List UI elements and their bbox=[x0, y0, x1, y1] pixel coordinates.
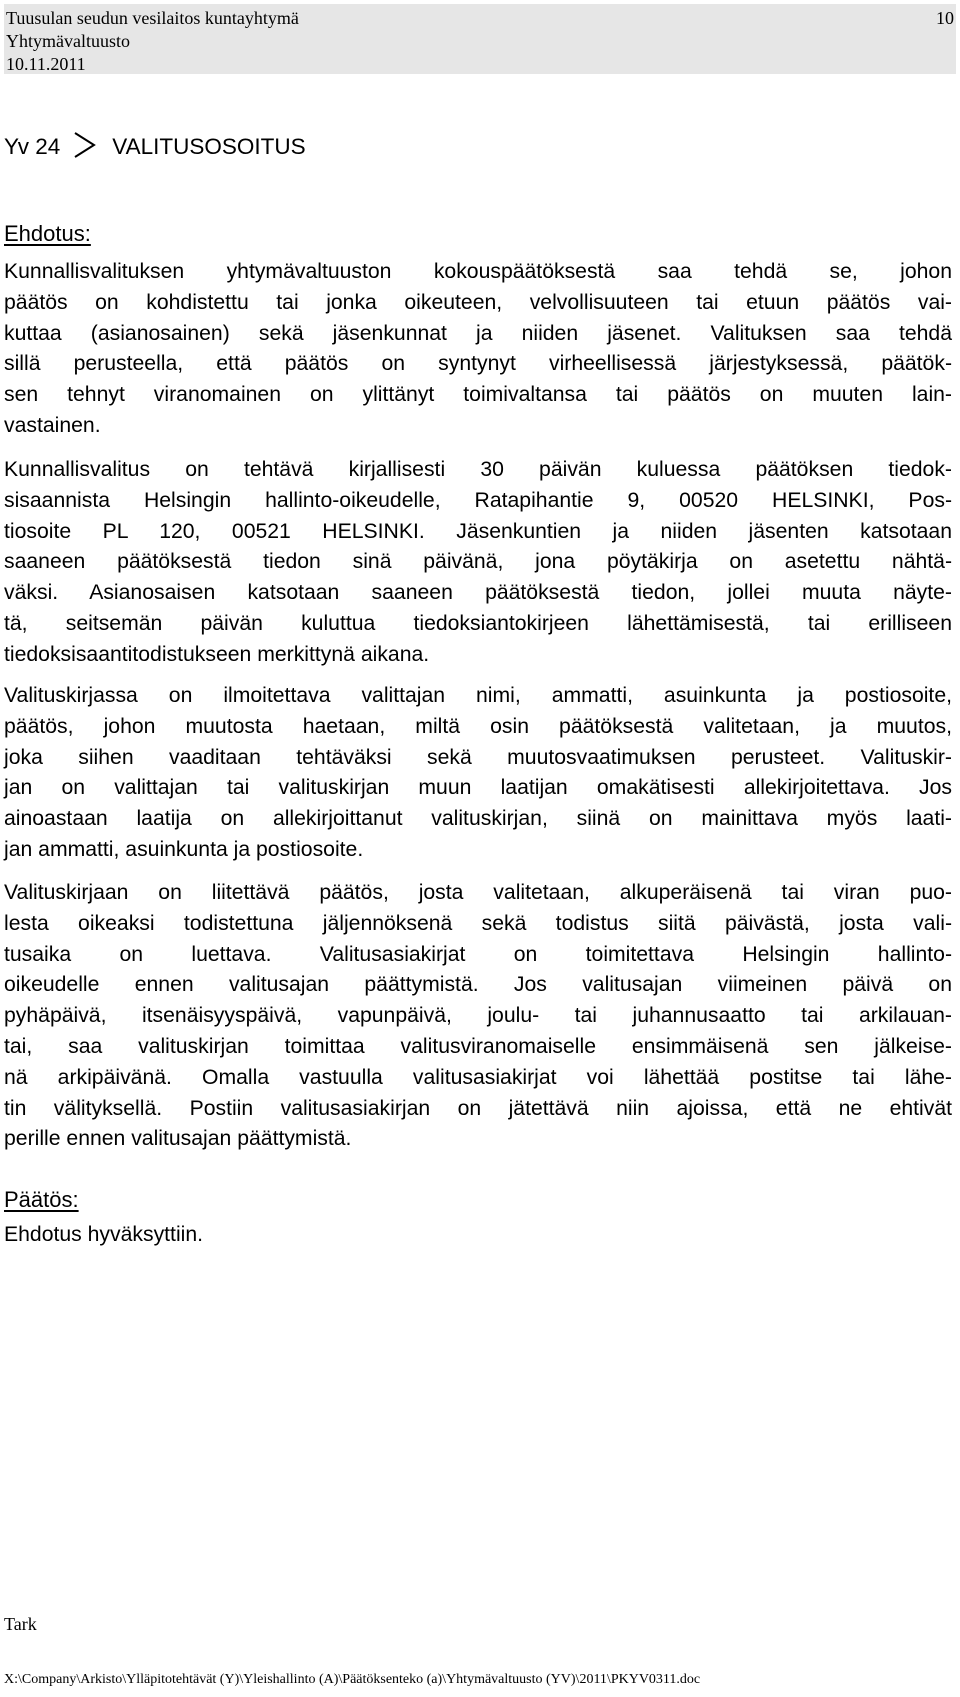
paragraph-line: Kunnallisvalituksen yhtymävaltuuston kokouspäätöksestä saa tehdä se, johon bbox=[4, 260, 952, 283]
paragraph-line: perille ennen valitusajan päättymistä. bbox=[4, 1127, 352, 1151]
paragraph-2 bbox=[4, 455, 952, 671]
paragraph-line: tiosoite PL 120, 00521 HELSINKI. Jäsenkuntien ja niiden jäsenten katsotaan bbox=[4, 519, 952, 543]
paragraph-line: oikeudelle ennen valitusajan päättymistä. Jos valitusajan viimeinen päivä on bbox=[4, 973, 952, 997]
paragraph-line: sisaannista Helsingin hallinto-oikeudelle, Ratapihantie 9, 00520 HELSINKI, Pos- bbox=[4, 488, 952, 512]
paragraph-line: sillä perusteella, että päätös on syntynyt virheellisessä järjestyksessä, päätök- bbox=[4, 352, 952, 376]
paragraph-line: nä arkipäivänä. Omalla vastuulla valitusasiakirjat voi lähettää postitse tai lähe- bbox=[4, 1065, 952, 1089]
meeting-date: 10.11.2011 bbox=[6, 54, 86, 74]
paragraph-line: tusaika on luettava. Valitusasiakirjat on toimitettava Helsingin hallinto- bbox=[4, 942, 952, 966]
paragraph-line: jan ammatti, asuinkunta ja postiosoite. bbox=[4, 837, 364, 861]
proposal-heading: Ehdotus: bbox=[4, 221, 91, 246]
paragraph-line: tiedoksisaantitodistukseen merkittynä aikana. bbox=[4, 642, 430, 666]
paragraph-line: jan on valittajan tai valituskirjan muun laatijan omakätisesti allekirjoitettava. Jos bbox=[4, 776, 952, 800]
decision-text bbox=[4, 1220, 952, 1251]
paragraph-line: tai, saa valituskirjan toimittaa valitusviranomaiselle ensimmäisenä sen jälkeise- bbox=[4, 1034, 952, 1058]
document-header bbox=[4, 4, 956, 74]
paragraph-line: Valituskirjassa on ilmoitettava valittajan nimi, ammatti, asuinkunta ja postiosoite, bbox=[4, 684, 952, 707]
paragraph-3 bbox=[4, 681, 952, 866]
paragraph-line: ainoastaan laatija on allekirjoittanut valituskirjan, siinä on mainittava myös laati- bbox=[4, 807, 952, 831]
paragraph-line: Valituskirjaan on liitettävä päätös, josta valitetaan, alkuperäisenä tai viran puo- bbox=[4, 881, 952, 904]
paragraph-line: Ehdotus hyväksyttiin. bbox=[4, 1223, 204, 1246]
paragraph-line: Kunnallisvalitus on tehtävä kirjallisesti 30 päivän kuluessa päätöksen tiedok- bbox=[4, 458, 952, 481]
paragraph-4 bbox=[4, 878, 952, 1155]
paragraph-line: tin välityksellä. Postiin valitusasiakirjan on jätettävä niin ajoissa, että ne ehtivät bbox=[4, 1096, 952, 1120]
body-name: Yhtymävaltuusto bbox=[6, 31, 130, 51]
file-path: X:\Company\Arkisto\Ylläpitotehtävät (Y)\Yleishallinto (A)\Päätöksenteko (a)\Yhtymävaltuusto (YV)\2011\PKYV0311.doc bbox=[4, 1672, 701, 1687]
paragraph-line: väksi. Asianosaisen katsotaan saaneen päätöksestä tiedon, jollei muuta näyte- bbox=[4, 581, 952, 605]
paragraph-line: vastainen. bbox=[4, 413, 101, 437]
paragraph-1 bbox=[4, 257, 952, 442]
decision-heading: Päätös: bbox=[4, 1187, 79, 1212]
paragraph-line: päätös on kohdistettu tai jonka oikeuteen, velvollisuuteen tai etuun päätös vai- bbox=[4, 290, 952, 314]
wave-arrow-icon bbox=[72, 130, 98, 166]
paragraph-line: päätös, johon muutosta haetaan, miltä osin päätöksestä valitetaan, ja muutos, bbox=[4, 714, 952, 738]
paragraph-line: kuttaa (asianosainen) sekä jäsenkunnat ja niiden jäsenet. Valituksen saa tehdä bbox=[4, 321, 952, 345]
paragraph-line: joka siihen vaaditaan tehtäväksi sekä muutosvaatimuksen perusteet. Valituskir- bbox=[4, 745, 952, 769]
paragraph-line: sen tehnyt viranomainen on ylittänyt toimivaltansa tai päätös on muuten lain- bbox=[4, 383, 952, 407]
item-title: VALITUSOSOITUS bbox=[112, 133, 306, 159]
paragraph-line: saaneen päätöksestä tiedon sinä päivänä, jona pöytäkirja on asetettu nähtä- bbox=[4, 550, 952, 574]
paragraph-line: tä, seitsemän päivän kuluttua tiedoksiantokirjeen lähettämisestä, tai erilliseen bbox=[4, 611, 952, 635]
signature-initials: Tark bbox=[4, 1614, 37, 1634]
item-number: Yv 24 bbox=[4, 133, 61, 159]
page-number: 10 bbox=[936, 8, 954, 28]
paragraph-line: lesta oikeaksi todistettuna jäljennöksenä sekä todistus siitä päivästä, josta vali- bbox=[4, 911, 952, 935]
item-heading bbox=[4, 130, 306, 166]
paragraph-line: pyhäpäivä, itsenäisyyspäivä, vapunpäivä, joulu- tai juhannusaatto tai arkilauan- bbox=[4, 1004, 952, 1028]
organization-name: Tuusulan seudun vesilaitos kuntayhtymä bbox=[6, 8, 299, 28]
